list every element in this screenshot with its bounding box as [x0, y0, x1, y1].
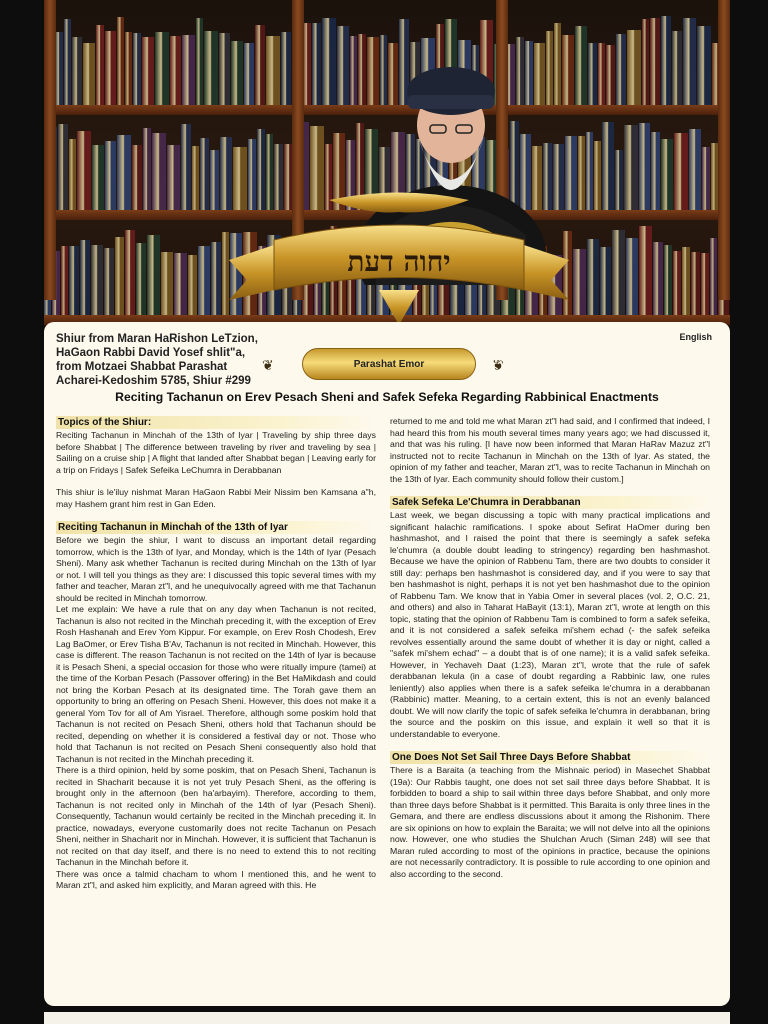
- book-spine: [147, 235, 160, 315]
- book-spine: [222, 232, 229, 315]
- book-spine: [210, 150, 219, 210]
- section-heading: One Does Not Set Sail Three Days Before Shabbat: [390, 751, 710, 764]
- paragraph: returned to me and told me what Maran zt"l had said, and I confirmed that indeed, I had heard this from his mouth several times many years ago; we had discussed it, and that was his ruling. [I have now been informed that Maran HaRav Mazuz zt"l instructed not to recite Tachanun in Minchah on the 13th of Iyar. As stated, the opinion of my father and teacher, Maran zt"l, was to recite Tachanun in Minchah on the 13th of Iyar. Each community should follow their custom.]: [390, 416, 710, 484]
- book-spine: [181, 124, 191, 210]
- book-spine: [55, 32, 63, 105]
- book-spine: [200, 138, 209, 210]
- book-spine: [125, 230, 135, 315]
- book-spine: [612, 230, 625, 315]
- book-spine: [115, 237, 124, 315]
- book-spine: [697, 26, 711, 105]
- book-spine: [573, 249, 586, 315]
- book-spine: [322, 18, 336, 105]
- book-spine: [615, 150, 623, 210]
- book-spine: [586, 132, 593, 210]
- book-spine: [219, 33, 230, 105]
- book-spine: [77, 131, 91, 210]
- book-spine: [64, 19, 71, 105]
- shelf-frame: [44, 0, 56, 300]
- section-heading: Reciting Tachanun in Minchah of the 13th of Iyar: [56, 521, 376, 534]
- book-spine: [80, 240, 90, 315]
- shelf-frame: [718, 0, 730, 300]
- dedication-text: This shiur is le'iluy nishmat Maran HaGaon Rabbi Meir Nissim ben Kamsana a"h, may Hashem grant him rest in Gan Eden.: [56, 487, 376, 509]
- book-spine: [626, 238, 638, 315]
- book-spine: [204, 31, 218, 105]
- book-spine: [673, 251, 681, 315]
- book-spine: [711, 143, 718, 210]
- book-spine: [702, 147, 710, 210]
- book-spine: [337, 26, 349, 105]
- section-heading: Topics of the Shiur:: [56, 416, 376, 429]
- book-spine: [152, 133, 166, 210]
- book-spine: [188, 255, 197, 315]
- book-spine: [578, 136, 585, 210]
- book-spine: [639, 123, 650, 210]
- book-spine: [624, 125, 638, 210]
- book-spine: [244, 43, 254, 105]
- book-spine: [639, 226, 652, 315]
- flourish-left-icon: ❦: [262, 357, 274, 373]
- book-spine: [682, 247, 690, 315]
- right-column: [390, 416, 710, 880]
- book-spine: [674, 133, 688, 210]
- book-spine: [255, 25, 265, 105]
- book-spine: [196, 18, 203, 105]
- book-spine: [58, 124, 68, 210]
- shiur-info-line: Shiur from Maran HaRishon LeTzion,: [56, 333, 258, 345]
- book-spine: [691, 252, 700, 315]
- book-spine: [132, 145, 142, 210]
- paragraph: There was once a talmid chacham to whom I mentioned this, and he went to Maran zt"l, and asked him explicitly, and Maran agreed with this. He: [56, 868, 376, 890]
- book-spine: [562, 35, 574, 105]
- book-spine: [661, 16, 671, 105]
- book-spine: [701, 253, 709, 315]
- book-spine: [155, 32, 169, 105]
- left-column: [56, 416, 376, 892]
- book-spine: [91, 245, 103, 315]
- book-spine: [142, 37, 154, 105]
- paragraph: Before we begin the shiur, I want to discuss an important detail regarding tomorrow, which is the 13th of Iyar, and Monday, which is the 14th of Iyar (Pesach Sheni). Many ask whether Tachanun is recited during Minchah on the 13th of Iyar or not. I will tell you things as they are: I discussed this topic several times with my father and teacher, Maran zt"l, and he unequivocally agreed with me that Tachanun should be recited in Minchah tomorrow.: [56, 535, 376, 603]
- book-spine: [602, 122, 614, 210]
- next-page-edge: [44, 1012, 730, 1024]
- paragraph: Let me explain: We have a rule that on any day when Tachanun is not recited, Tachanun is also not recited in the Minchah preceding it, with the exception of Erev Rosh Hashanah and Erev Yom Kippur. For example, on Erev Rosh Chodesh, Erev Lag BaOmer, or Erev Tisha B'Av, Tachanun is not recited in Minchah. However, this case is different. The reason Tachanun is not recited on the 14th of Iyar is because it is Pesach Sheni, a special occasion for those who were ritually impure (tamei) at the time of the Korban Pesach (Passover offering) in the Bet HaMikdash and could not bring the Korban Pesach at its designated time. The Torah gave them an opportunity to bring an offering on Pesach Sheni. However, this does not make it a general Yom Tov for all of Am Yisrael. Therefore, although some poskim hold that Tachanun is not recited on Pesach Sheni, others hold that Tachanun should be recited, depending on whether it is considered a festival day or not. Those who hold that Tachanun is not recited on Pesach Sheni consequently also hold that Tachanun is not recited in the Minchah preceding it.: [56, 604, 376, 764]
- book-spine: [598, 43, 605, 105]
- book-spine: [587, 239, 599, 315]
- book-spine: [83, 43, 95, 105]
- topics-text: Reciting Tachanun in Minchah of the 13th of Iyar | Traveling by ship three days before Shabbat | The difference between traveling by river and traveling by sea | Sailing on a cruise ship | A flight that landed after Shabbat began | Leaving early for a trip on Fridays | Safek Sefeika LeChumra in Derabbanan: [56, 430, 376, 475]
- book-spine: [104, 248, 114, 315]
- book-spine: [96, 25, 104, 105]
- logo-hebrew-text: יחוה דעת: [347, 245, 451, 278]
- book-spine: [546, 31, 553, 105]
- book-spine: [266, 36, 280, 105]
- book-spine: [136, 243, 146, 315]
- book-spine: [211, 242, 221, 315]
- shiur-info: [56, 332, 286, 388]
- book-spine: [61, 246, 68, 315]
- paragraph: There is a Baraita (a teaching from the Mishnaic period) in Masechet Shabbat (19a): Our Rabbis taught, one does not set sail three days before Shabbat. It is forbidden to board a ship to sail within three days before Shabbat, and only more than three days before Shabbat is it permitted. This Baraita is only three lines in the Gemara, and there are endless discussions about it among the Rishonim. There are six opinions on how to explain the Baraita; we will not delve into all the opinions now. However, one who studies the Shulchan Aruch (Siman 248) will see that Maran ruled according to most of the opinions in practice, because the opinions are not necessarily contradictory. It is possible to rule according to one opinion and also according to the second.: [390, 765, 711, 879]
- paragraph: Last week, we began discussing a topic with many practical implications and significant halachic ramifications. I spoke about Sefirat HaOmer during ben hashmashot, and I raised the point that there is seemingly a safek sefeka le'chumra (a double doubt leading to stringency) regarding ben hashmashot. Because we have the opinion of Rabbenu Tam, there are two doubts to consider it still day: perhaps ben hashmashot is considered day, and if you were to say that ben hashmashot is night, perhaps it is not yet ben hashmashot due to the opinion of Rabbenu Tam. We know that in Yabia Omer in several places (vol. 2, O.C. 21, and others) and also in Taharat HaBayit (13:1), Maran zt"l, wrote at length on this topic, stating that the opinion of Rabbenu Tam is combined to form a safek sefeika, and it is not considered a safek sefeika mi'shem echad (- the safek sefeika revolves essentially around the same doubt of whether it is day or night, called a "safek mi'shem echad" – a doubt that is of one name); it is a valid safek sefeika. However, in Yechaveh Daat (1:23), Maran zt"l, wrote that the rule of safek derabbanan lekula (in a case of doubt regarding a Rabbinic law, one rules leniently) also applies when there is a safek sefeika le'chumra in a derabbanan (Rabbinic) matter. Meaning, to a certain extent, this is not an evenly balanced doubt. We will now clarify the topic of safek sefeika le'chumra in derabbanan, bring the source and the poskim on this issue, and explain it well so that it is understandable to everyone.: [390, 510, 710, 739]
- shiur-info-line: Acharei-Kedoshim 5785, Shiur #299: [56, 375, 251, 387]
- book-spine: [651, 132, 660, 210]
- book-spine: [174, 253, 187, 315]
- parasha-badge: Parashat Emor: [302, 348, 476, 380]
- book-spine: [616, 34, 626, 105]
- book-spine: [600, 247, 611, 315]
- shiur-info-line: from Motzaei Shabbat Parashat: [56, 361, 228, 373]
- book-spine: [72, 37, 82, 105]
- book-spine: [161, 252, 173, 315]
- book-spine: [198, 246, 210, 315]
- book-spine: [588, 43, 597, 105]
- book-spine: [683, 18, 696, 105]
- book-spine: [664, 245, 672, 315]
- shiur-info-line: HaGaon Rabbi David Yosef shlit"a,: [56, 347, 246, 359]
- book-spine: [117, 17, 124, 105]
- book-spine: [661, 139, 673, 210]
- book-spine: [303, 23, 311, 105]
- book-spine: [143, 128, 151, 210]
- book-spine: [133, 33, 141, 105]
- book-spine: [192, 146, 199, 210]
- book-spine: [281, 32, 291, 105]
- book-spine: [117, 135, 131, 210]
- book-spine: [606, 45, 615, 105]
- book-spine: [312, 23, 321, 105]
- book-spine: [69, 246, 79, 315]
- book-spine: [653, 242, 663, 315]
- book-spine: [125, 32, 132, 105]
- book-spine: [594, 141, 601, 210]
- book-spine: [167, 145, 180, 210]
- book-spine: [672, 31, 682, 105]
- article-title: Reciting Tachanun on Erev Pesach Sheni and Safek Sefeka Regarding Rabbinical Enactments: [115, 390, 659, 404]
- book-spine: [105, 31, 116, 105]
- book-spine: [642, 19, 649, 105]
- book-spine: [627, 30, 641, 105]
- book-spine: [554, 23, 561, 105]
- article-card: [44, 322, 730, 1006]
- book-spine: [69, 139, 76, 210]
- book-spine: [689, 129, 701, 210]
- language-label[interactable]: English: [679, 332, 712, 342]
- book-spine: [710, 238, 717, 315]
- paragraph: There is a third opinion, held by some poskim, that on Pesach Sheni, Tachanun is recited in Shacharit because it is not yet truly Pesach Sheni, as the offering is brought only in the afternoon (ben ha'arbayim). Therefore, according to them, Tachanun is not recited only in Minchah of the 14th of Iyar (Pesach Sheni). Consequently, Tachanun would certainly be recited in the Minchah preceding it. In practice, nowadays, everyone customarily does not recite Tachanun on Pesach Sheni, neither in Shacharit nor in Minchah. However, it is sufficient that Tachanun is not recited on that day itself, and there is no need to extend this to not reciting Tachanun in the Minchah before it.: [56, 765, 376, 867]
- book-spine: [575, 26, 587, 105]
- flourish-right-icon: ❦: [492, 357, 504, 373]
- book-spine: [92, 145, 104, 210]
- hero-banner: [44, 0, 730, 330]
- book-spine: [182, 35, 195, 105]
- book-spine: [231, 41, 243, 105]
- book-spine: [170, 36, 181, 105]
- book-spine: [650, 18, 660, 105]
- book-spine: [105, 141, 116, 210]
- section-heading: Safek Sefeka Le'Chumra in Derabbanan: [390, 496, 710, 509]
